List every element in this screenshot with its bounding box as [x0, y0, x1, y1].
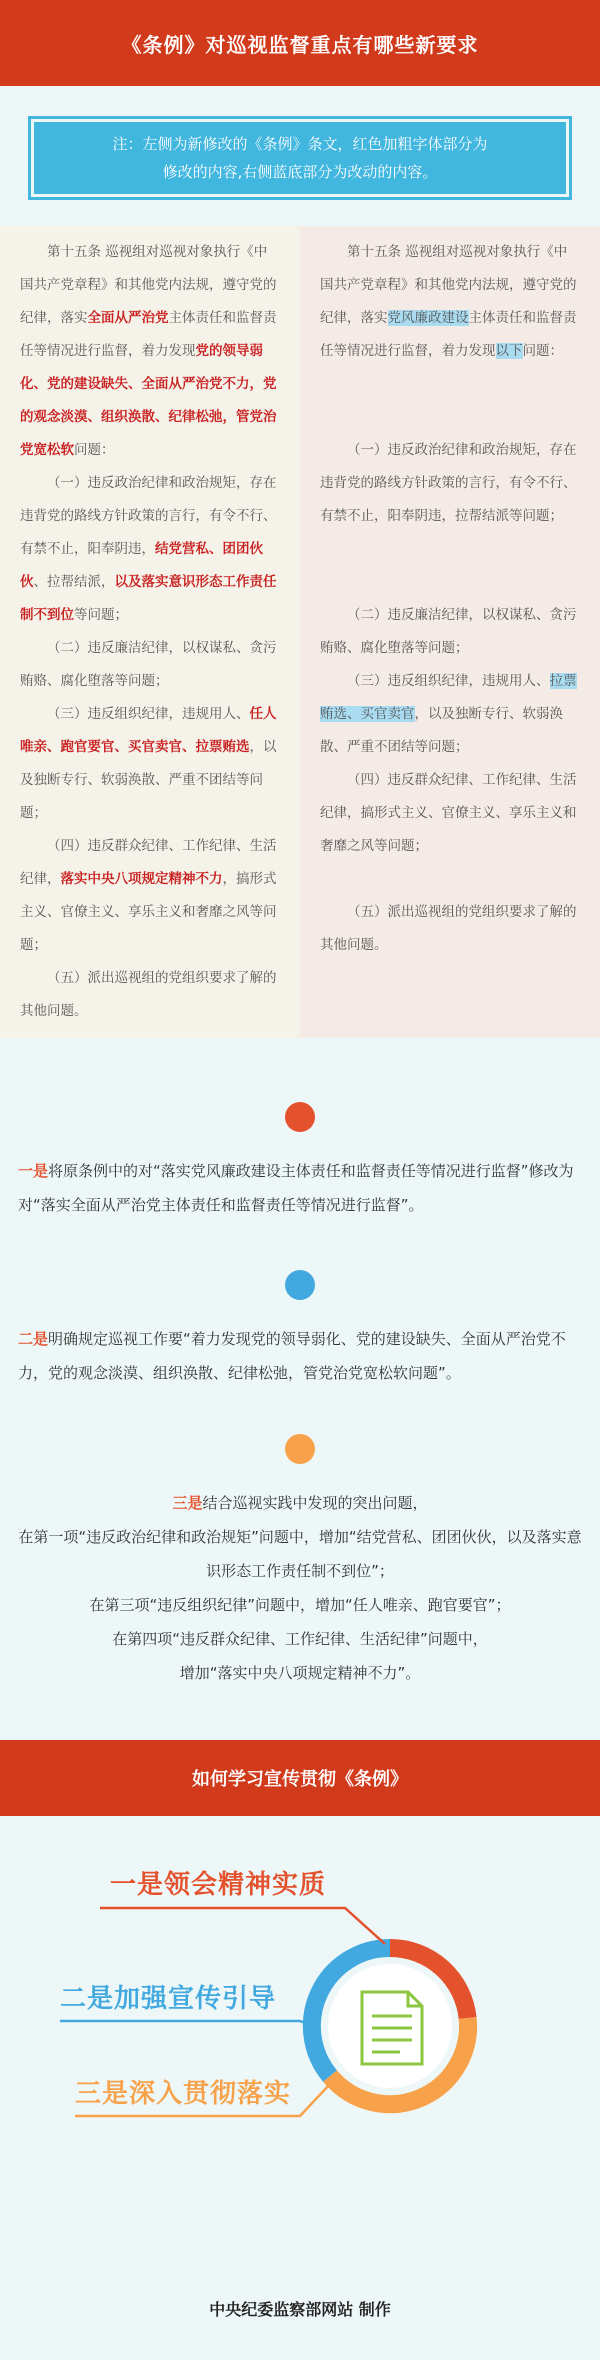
- text-run: （四）违反群众纪律、工作纪律、生活纪律，搞形式主义、官僚主义、享乐主义和奢靡之风等问题；: [320, 772, 577, 854]
- new-item-2: [20, 632, 280, 698]
- old-article-intro: [320, 236, 580, 368]
- text-run: 问题：: [74, 442, 115, 458]
- blue-dot-icon: [285, 1270, 315, 1300]
- old-item-1: [320, 434, 580, 533]
- changed-text: 拉票贿选、买官卖官: [320, 673, 577, 722]
- text-run: ，以及独断专行、软弱涣散、严重不团结等问题；: [20, 739, 277, 821]
- point-one-text: 将原条例中的对“落实党风廉政建设主体责任和监督责任等情况进行监督”修改为对“落实全面从严治党主体责任和监督责任等情况进行监督”。: [18, 1162, 574, 1214]
- modified-text: 结党营私、团团伙伙: [20, 541, 263, 590]
- study-item-1: 一是领会精神实质: [110, 1870, 327, 1900]
- text-run: （四）违反群众纪律、工作纪律、生活纪律，: [20, 838, 277, 887]
- point-three-line-2: 在第一项“违反政治纪律和政治规矩”问题中，增加“结党营私、团团伙伙，以及落实意识形态工作责任制不到位”；: [18, 1528, 582, 1580]
- note-box: [28, 116, 572, 200]
- note-line-1: 注：左侧为新修改的《条例》条文，红色加粗字体部分为: [112, 135, 488, 153]
- text-run: （五）派出巡视组的党组织要求了解的其他问题。: [20, 970, 277, 1019]
- text-run: 问题：: [522, 343, 563, 359]
- text-run: （三）违反组织纪律，违规用人、: [347, 673, 550, 689]
- point-one-lead: 一是: [18, 1162, 49, 1180]
- note-section: [0, 86, 600, 218]
- point-two: [0, 1270, 600, 1390]
- text-run: （一）违反政治纪律和政治规矩，存在违背党的路线方针政策的言行，有令不行、有禁不止，阳奉阴违，: [20, 475, 277, 557]
- old-item-4: [320, 764, 580, 863]
- comparison-table: [0, 226, 600, 1038]
- note-line-2: 修改的内容,右侧蓝底部分为改动的内容。: [162, 163, 438, 181]
- page-title: 《条例》对巡视监督重点有哪些新要求: [121, 32, 479, 57]
- note-text: [34, 122, 566, 194]
- point-three-line-5: 增加“落实中央八项规定精神不力”。: [179, 1664, 421, 1682]
- text-run: 、拉帮结派，: [33, 574, 115, 590]
- old-item-2: [320, 599, 580, 665]
- footer-credit: 中央纪委监察部网站 制作: [209, 2300, 391, 2319]
- modified-text: 落实中央八项规定精神不力: [60, 871, 223, 887]
- modified-text: 任人唯亲、跑官要官、买官卖官、拉票贿选: [20, 706, 277, 755]
- new-article-intro: [20, 236, 280, 467]
- changed-text: 党风廉政建设: [387, 310, 469, 326]
- old-item-3: [320, 665, 580, 764]
- red-dot-icon: [285, 1102, 315, 1132]
- study-item-3: 三是深入贯彻落实: [75, 2079, 292, 2109]
- leader-line-2: [60, 2021, 318, 2028]
- text-run: （五）派出巡视组的党组织要求了解的其他问题。: [320, 904, 577, 953]
- study-item-2: 二是加强宣传引导: [60, 1984, 277, 2014]
- text-run: 第十五条 巡视组对巡视对象执行《中国共产党章程》和其他党内法规，遵守党的纪律，落实: [320, 244, 577, 326]
- modified-text: 党的领导弱化、党的建设缺失、全面从严治党不力，党的观念淡漠、组织涣散、纪律松弛，管党治党宽松软: [20, 343, 277, 458]
- point-three-lead: 三是: [172, 1494, 203, 1512]
- text-run: （二）违反廉洁纪律，以权谋私、贪污贿赂、腐化堕落等问题；: [20, 640, 277, 689]
- point-three-line-3: 在第三项“违反组织纪律”问题中，增加“任人唯亲、跑官要官”；: [89, 1596, 511, 1614]
- text-run: ，以及独断专行、软弱涣散、严重不团结等问题；: [320, 706, 563, 755]
- point-one: [0, 1102, 600, 1222]
- text-run: （一）违反政治纪律和政治规矩，存在违背党的路线方针政策的言行，有令不行、有禁不止，阳奉阴违，拉帮结派等问题；: [320, 442, 577, 524]
- modified-text: 以及落实意识形态工作责任制不到位: [20, 574, 277, 623]
- new-item-3: [20, 698, 280, 830]
- old-item-5: [320, 896, 580, 962]
- point-three-line-4: 在第四项“违反群众纪律、工作纪律、生活纪律”问题中，: [112, 1630, 488, 1648]
- point-three-line-1: 结合巡视实践中发现的突出问题，: [202, 1494, 428, 1512]
- text-run: （二）违反廉洁纪律，以权谋私、贪污贿赂、腐化堕落等问题；: [320, 607, 577, 656]
- text-run: 第十五条 巡视组对巡视对象执行《中国共产党章程》和其他党内法规，遵守党的纪律，落实: [20, 244, 277, 326]
- orange-dot-icon: [285, 1434, 315, 1464]
- new-item-5: [20, 962, 280, 1028]
- point-three: [0, 1434, 600, 1690]
- section-title: 如何学习宣传贯彻《条例》: [192, 1769, 408, 1790]
- new-item-4: [20, 830, 280, 962]
- point-two-text: 明确规定巡视工作要“着力发现党的领导弱化、党的建设缺失、全面从严治党不力，党的观念淡漠、组织涣散、纪律松弛，管党治党宽松软问题”。: [18, 1330, 566, 1382]
- modified-text: 全面从严治党: [87, 310, 169, 326]
- new-regulation-column: [0, 226, 300, 1038]
- text-run: 主体责任和监督责任等情况进行监督，着力发现: [320, 310, 577, 359]
- text-run: 等问题；: [74, 607, 128, 623]
- text-run: （三）违反组织纪律，违规用人、: [47, 706, 250, 722]
- leader-line-1: [100, 1908, 385, 1944]
- point-two-lead: 二是: [18, 1330, 49, 1348]
- old-regulation-column: [300, 226, 600, 1038]
- new-item-1: [20, 467, 280, 632]
- changed-text: 以下: [495, 343, 523, 359]
- text-run: 主体责任和监督责任等情况进行监督，着力发现: [20, 310, 277, 359]
- text-run: ，搞形式主义、官僚主义、享乐主义和奢靡之风等问题；: [20, 871, 277, 953]
- section-banner: [0, 1740, 600, 1816]
- study-diagram: [0, 1816, 600, 2226]
- header-banner: [0, 0, 600, 86]
